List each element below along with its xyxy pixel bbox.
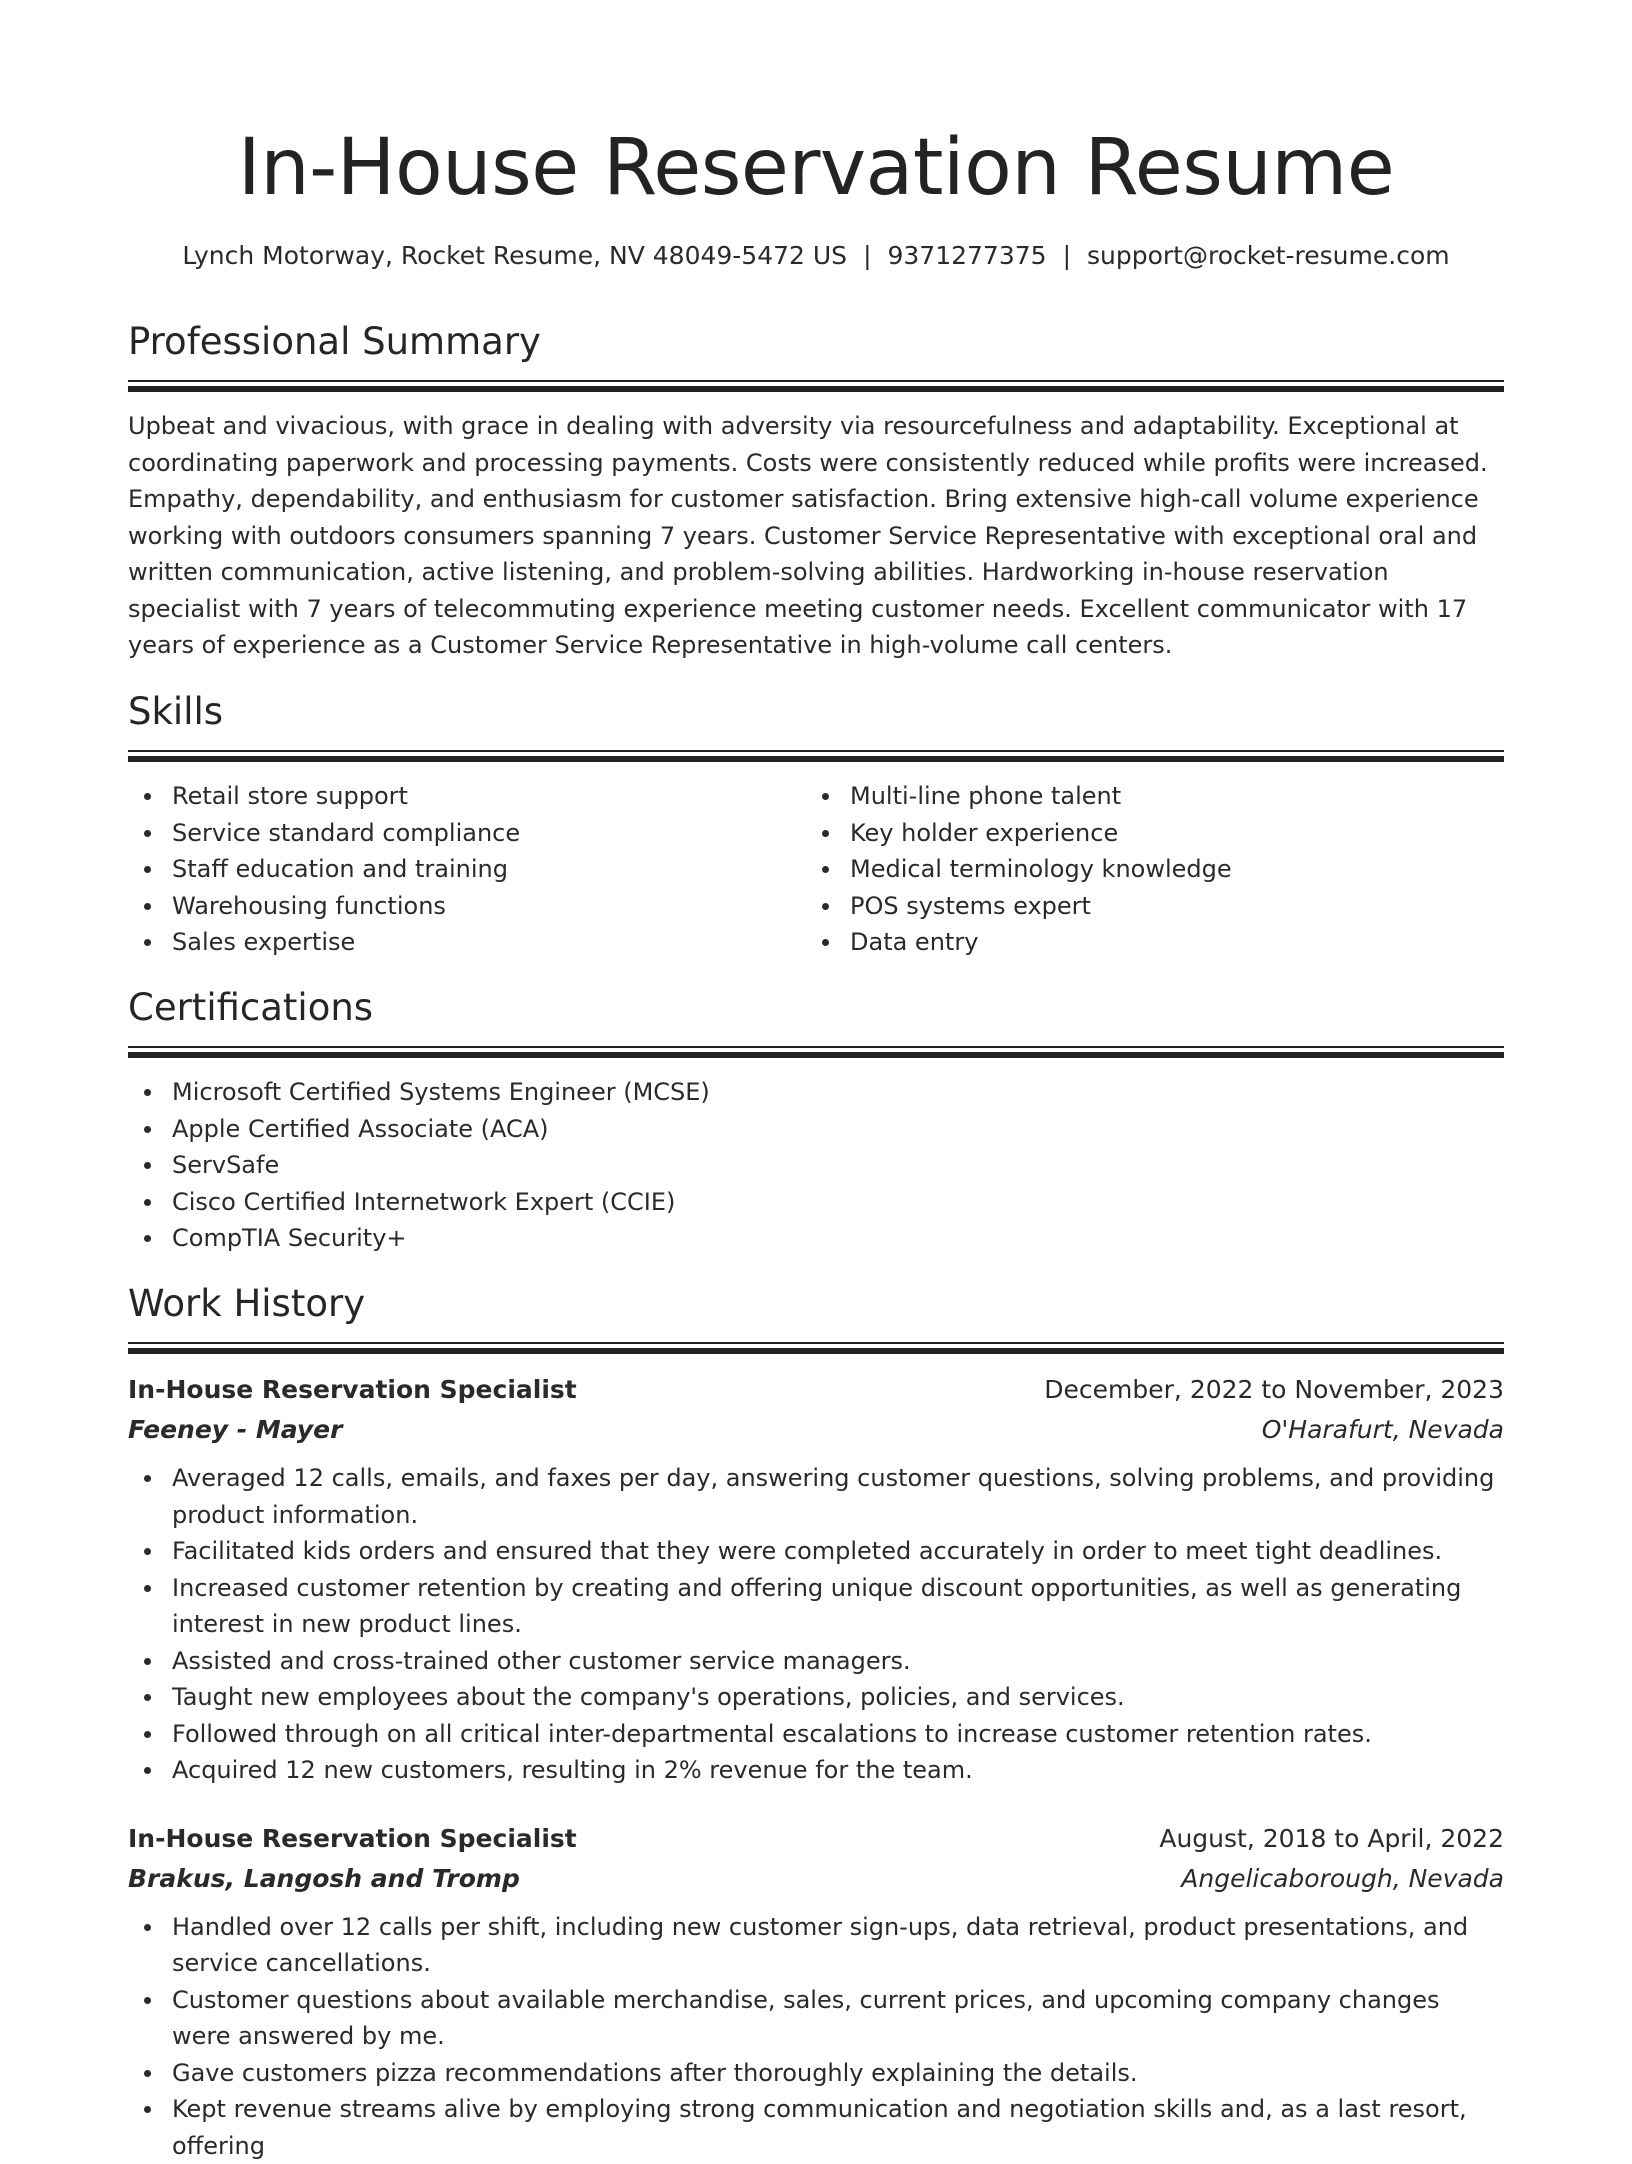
job-bullet: Increased customer retention by creating and offering unique discount opportunities, as well as generating interest in new product lines. <box>172 1570 1504 1643</box>
job-bullet: Followed through on all critical inter-departmental escalations to increase customer retention rates. <box>172 1716 1504 1753</box>
skill-item: Service standard compliance <box>172 815 806 852</box>
summary-heading: Professional Summary <box>128 318 1504 366</box>
skill-item: Data entry <box>850 924 1484 961</box>
skill-item: Warehousing functions <box>172 888 806 925</box>
job-bullet: Acquired 12 new customers, resulting in 2% revenue for the team. <box>172 1752 1504 1789</box>
work-history-section <box>128 1280 1504 2164</box>
section-divider <box>128 750 1504 762</box>
skills-section <box>128 688 1504 961</box>
contact-separator: | <box>1063 238 1071 274</box>
contact-address: Lynch Motorway, Rocket Resume, NV 48049-5472 US <box>182 241 847 270</box>
certification-item: ServSafe <box>172 1147 1504 1184</box>
job-bullet: Facilitated kids orders and ensured that they were completed accurately in order to meet tight deadlines. <box>172 1533 1504 1570</box>
certification-item: CompTIA Security+ <box>172 1220 1504 1257</box>
job-title: In-House Reservation Specialist <box>128 1819 577 1859</box>
certification-item: Cisco Certified Internetwork Expert (CCIE) <box>172 1184 1504 1221</box>
certifications-section <box>128 984 1504 1257</box>
job-bullet: Handled over 12 calls per shift, including new customer sign-ups, data retrieval, product presentations, and service cancellations. <box>172 1909 1504 1982</box>
skill-item: Retail store support <box>172 778 806 815</box>
contact-line <box>128 238 1504 274</box>
summary-section <box>128 318 1504 664</box>
certification-item: Apple Certified Associate (ACA) <box>172 1111 1504 1148</box>
contact-email: support@rocket-resume.com <box>1087 241 1450 270</box>
job-location: Angelicaborough, Nevada <box>1181 1859 1504 1899</box>
contact-separator: | <box>863 238 871 274</box>
job-bullet: Customer questions about available merchandise, sales, current prices, and upcoming company changes were answered by me. <box>172 1982 1504 2055</box>
job-dates: August, 2018 to April, 2022 <box>1159 1819 1504 1859</box>
job-title: In-House Reservation Specialist <box>128 1370 577 1410</box>
job-bullet: Averaged 12 calls, emails, and faxes per day, answering customer questions, solving problems, and providing product information. <box>172 1460 1504 1533</box>
job-bullet: Gave customers pizza recommendations after thoroughly explaining the details. <box>172 2055 1504 2092</box>
section-divider <box>128 1342 1504 1354</box>
summary-text: Upbeat and vivacious, with grace in dealing with adversity via resourcefulness and adaptability. Exceptional at coordinating paperwork and processing payments. Costs were consistently reduced while profits were increased. Empathy, dependability, and enthusiasm for customer satisfaction. Bring extensive high-call volume experience working with outdoors consumers spanning 7 years. Customer Service Representative with exceptional oral and written communication, active listening, and problem-solving abilities. Hardworking in-house reservation specialist with 7 years of telecommuting experience meeting customer needs. Excellent communicator with 17 years of experience as a Customer Service Representative in high-volume call centers. <box>128 408 1504 664</box>
resume-title: In-House Reservation Resume <box>128 118 1504 218</box>
certification-item: Microsoft Certified Systems Engineer (MCSE) <box>172 1074 1504 1111</box>
job-bullet: Kept revenue streams alive by employing strong communication and negotiation skills and, as a last resort, offering <box>172 2091 1504 2164</box>
job-company: Feeney - Mayer <box>128 1410 342 1450</box>
skill-item: POS systems expert <box>850 888 1484 925</box>
job-bullet: Taught new employees about the company's operations, policies, and services. <box>172 1679 1504 1716</box>
skills-column-right <box>806 778 1484 961</box>
job-location: O'Harafurt, Nevada <box>1262 1410 1504 1450</box>
section-divider <box>128 1046 1504 1058</box>
skill-item: Multi-line phone talent <box>850 778 1484 815</box>
skill-item: Medical terminology knowledge <box>850 851 1484 888</box>
job-dates: December, 2022 to November, 2023 <box>1044 1370 1504 1410</box>
job-entry <box>128 1370 1504 1789</box>
contact-phone: 9371277375 <box>888 241 1047 270</box>
certifications-heading: Certifications <box>128 984 1504 1032</box>
skill-item: Staff education and training <box>172 851 806 888</box>
skill-item: Sales expertise <box>172 924 806 961</box>
section-divider <box>128 380 1504 392</box>
skills-heading: Skills <box>128 688 1504 736</box>
skill-item: Key holder experience <box>850 815 1484 852</box>
skills-column-left <box>128 778 806 961</box>
work-history-heading: Work History <box>128 1280 1504 1328</box>
job-entry <box>128 1819 1504 2164</box>
job-company: Brakus, Langosh and Tromp <box>128 1859 520 1899</box>
job-bullet: Assisted and cross-trained other customer service managers. <box>172 1643 1504 1680</box>
